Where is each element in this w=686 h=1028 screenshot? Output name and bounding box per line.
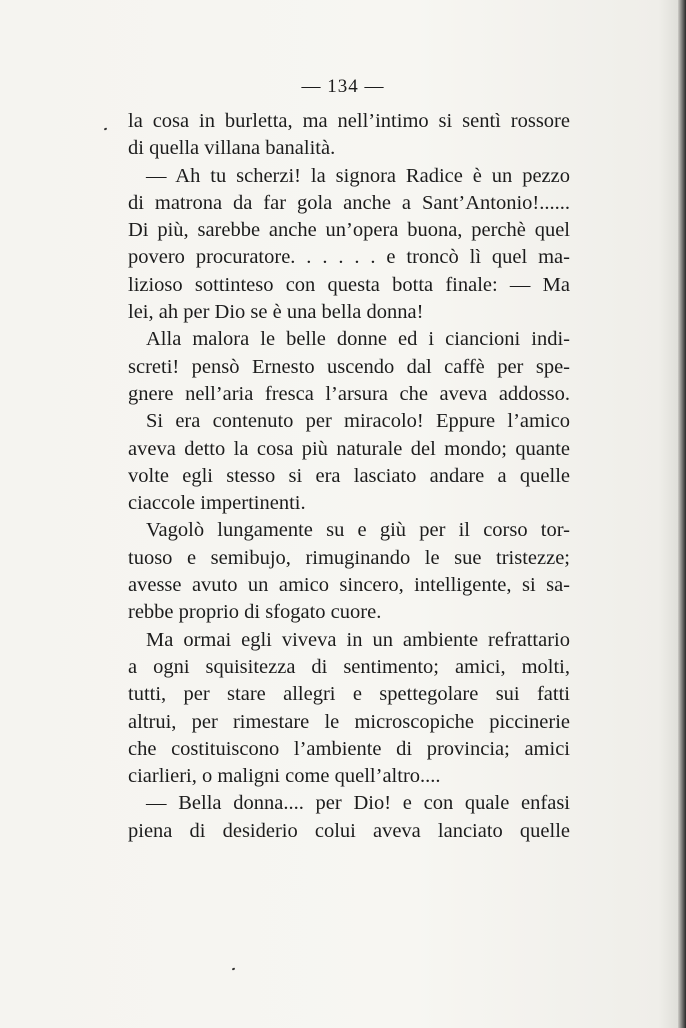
text-line: di matrona da far gola anche a Sant’Antonio!...... [128,191,570,214]
text-line: avesse avuto un amico sincero, intelligente, si sa- [128,574,570,597]
text-line: Alla malora le belle donne ed i ciancioni indi- [146,328,570,351]
text-line: Di più, sarebbe anche un’opera buona, perchè quel [128,219,570,242]
text-line: — Ah tu scherzi! la signora Radice è un pezzo [146,164,570,187]
text-line: di quella villana banalità. [128,137,336,160]
text-line: tutti, per stare allegri e spettegolare sui fatti [128,683,570,706]
text-line: gnere nell’aria fresca l’arsura che aveva addosso. [128,382,570,405]
text-line: — Bella donna.... per Dio! e con quale enfasi [146,792,570,815]
page-number: — 134 — [301,76,385,97]
text-line: piena di desiderio colui aveva lanciato quelle [128,819,570,842]
text-line: aveva detto la cosa più naturale del mondo; quante [128,437,570,460]
text-line: lei, ah per Dio se è una bella donna! [128,301,424,324]
print-speck [104,128,108,131]
text-line: screti! pensò Ernesto uscendo dal caffè per spe- [128,355,570,378]
body-text [128,108,570,845]
text-line: altrui, per rimestare le microscopiche piccinerie [128,710,570,733]
print-speck [232,968,236,971]
text-line: Si era contenuto per miracolo! Eppure l’amico [146,410,570,433]
page-edge-shadow [678,0,686,1028]
text-line: la cosa in burletta, ma nell’intimo si sentì rossore [128,110,570,132]
text-line: tuoso e semibujo, rimuginando le sue tristezze; [128,546,570,569]
text-line: povero procuratore. . . . . . e troncò lì quel ma- [128,246,570,269]
text-line: a ogni squisitezza di sentimento; amici, molti, [128,655,570,678]
text-line: che costituiscono l’ambiente di provincia; amici [128,737,570,760]
text-line: lizioso sottinteso con questa botta finale: — Ma [128,273,570,296]
text-line: ciarlieri, o maligni come quell’altro.... [128,765,441,788]
text-line: Ma ormai egli viveva in un ambiente refrattario [146,628,570,651]
text-line: Vagolò lungamente su e giù per il corso tor- [146,519,570,542]
text-line: ciaccole impertinenti. [128,492,306,515]
text-line: rebbe proprio di sfogato cuore. [128,601,382,624]
text-line: volte egli stesso si era lasciato andare a quelle [128,464,570,487]
